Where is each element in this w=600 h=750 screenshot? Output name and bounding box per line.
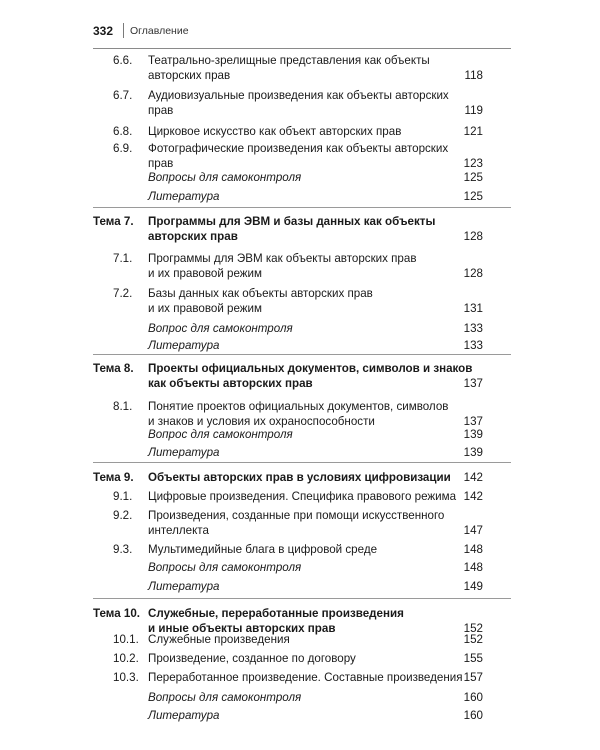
entry-title-text: Вопросы для самоконтроля [148, 561, 302, 574]
entry-title-last-line [148, 338, 483, 353]
entry-number: 8.1. [113, 400, 133, 413]
entry-number: Тема 9. [93, 471, 134, 484]
entry-title-text: Литература [148, 339, 220, 352]
entry-title [148, 338, 483, 353]
page-ref: 147 [463, 524, 483, 537]
entry-title [148, 286, 483, 316]
entry-title-line: Произведения, созданные при помощи искусственного [148, 509, 445, 522]
entry-title [148, 321, 483, 336]
entry-title-text: как объекты авторских прав [148, 377, 313, 390]
entry-title [148, 542, 483, 557]
running-title: Оглавление [130, 25, 189, 37]
entry-title-text: Вопросы для самоконтроля [148, 171, 302, 184]
entry-title-text: авторских прав [148, 230, 238, 243]
entry-title-text: Вопрос для самоконтроля [148, 428, 293, 441]
page-ref: 152 [463, 622, 483, 635]
entry-title-line: Театрально-зрелищные представления как объекты [148, 54, 430, 67]
section-divider [93, 207, 511, 208]
page-ref: 148 [463, 561, 483, 574]
entry-title-last-line [148, 632, 483, 647]
page-ref: 118 [464, 69, 483, 82]
entry-title-last-line [148, 542, 483, 557]
entry-title-last-line [148, 156, 483, 171]
entry-title-line: Программы для ЭВМ и базы данных как объекты [148, 215, 436, 228]
entry-title-text: и их правовой режим [148, 267, 262, 280]
page-ref: 139 [463, 428, 483, 441]
entry-title-text: Служебные произведения [148, 633, 290, 646]
entry-title-text: и их правовой режим [148, 302, 262, 315]
page-ref: 133 [463, 339, 483, 352]
entry-number: Тема 10. [93, 607, 141, 620]
entry-title-text: Вопросы для самоконтроля [148, 691, 302, 704]
page-ref: 142 [463, 490, 483, 503]
entry-title-text: Литература [148, 190, 220, 203]
entry-title-last-line [148, 489, 483, 504]
section-divider [93, 598, 511, 599]
page-ref: 121 [463, 125, 483, 138]
entry-title [148, 708, 483, 723]
entry-number: 6.9. [113, 142, 133, 155]
entry-title-last-line [148, 376, 483, 391]
entry-title [148, 251, 483, 281]
entry-title-text: Мультимедийные блага в цифровой среде [148, 543, 378, 556]
entry-title-last-line [148, 670, 483, 685]
page-ref: 142 [463, 471, 483, 484]
entry-title-line: Фотографические произведения как объекты авторских [148, 142, 449, 155]
section-divider [93, 462, 511, 463]
entry-title-text: Переработанное произведение. Составные произведения [148, 671, 463, 684]
entry-number: 7.2. [113, 287, 133, 300]
entry-title-text: Литература [148, 709, 220, 722]
page-ref: 160 [463, 709, 483, 722]
entry-title-last-line [148, 68, 483, 83]
entry-title-last-line [148, 470, 483, 485]
header-divider [123, 23, 124, 38]
entry-title [148, 189, 483, 204]
entry-number: Тема 7. [93, 215, 134, 228]
entry-title-text: и иные объекты авторских прав [148, 622, 336, 635]
entry-title-last-line [148, 189, 483, 204]
entry-title-text: интеллекта [148, 524, 209, 537]
page-ref: 148 [463, 543, 483, 556]
entry-title [148, 508, 483, 538]
entry-title-last-line [148, 266, 483, 281]
entry-title [148, 399, 483, 429]
page-ref: 155 [463, 652, 483, 665]
page-ref: 139 [463, 446, 483, 459]
entry-title-line: Служебные, переработанные произведения [148, 607, 404, 620]
entry-title-line: Аудиовизуальные произведения как объекты авторских [148, 89, 449, 102]
entry-number: 10.3. [113, 671, 139, 684]
page-ref: 125 [463, 171, 483, 184]
entry-title-last-line [148, 124, 483, 139]
entry-title [148, 88, 483, 118]
entry-title-text: Объекты авторских прав в условиях цифровизации [148, 471, 451, 484]
entry-number: 6.6. [113, 54, 133, 67]
page-ref: 160 [463, 691, 483, 704]
page-ref: 137 [463, 415, 483, 428]
entry-title-last-line [148, 651, 483, 666]
entry-title-text: прав [148, 104, 174, 117]
page-ref: 152 [463, 633, 483, 646]
entry-title [148, 361, 483, 391]
entry-title [148, 579, 483, 594]
section-divider [93, 354, 511, 355]
page-ref: 133 [463, 322, 483, 335]
entry-title-line: Проекты официальных документов, символов и знаков [148, 362, 473, 375]
entry-number: 6.7. [113, 89, 133, 102]
entry-number: 6.8. [113, 125, 133, 138]
page-ref: 123 [463, 157, 483, 170]
entry-title [148, 53, 483, 83]
entry-title-text: Литература [148, 580, 220, 593]
entry-title-line: Программы для ЭВМ как объекты авторских прав [148, 252, 417, 265]
entry-title [148, 445, 483, 460]
entry-number: 10.1. [113, 633, 139, 646]
entry-title-last-line [148, 229, 483, 244]
entry-title-text: Вопрос для самоконтроля [148, 322, 293, 335]
entry-title [148, 651, 483, 666]
entry-title-text: прав [148, 157, 174, 170]
entry-title-line: Базы данных как объекты авторских прав [148, 287, 373, 300]
entry-number: 10.2. [113, 652, 139, 665]
entry-number: 9.3. [113, 543, 133, 556]
page-ref: 128 [463, 267, 483, 280]
entry-title-line: Понятие проектов официальных документов, символов [148, 400, 449, 413]
entry-title-last-line [148, 427, 483, 442]
entry-title [148, 670, 483, 685]
entry-title-last-line [148, 321, 483, 336]
entry-title-last-line [148, 690, 483, 705]
page-ref: 125 [463, 190, 483, 203]
entry-title-last-line [148, 560, 483, 575]
entry-title-last-line [148, 103, 483, 118]
page-ref: 119 [464, 104, 483, 117]
entry-number: Тема 8. [93, 362, 134, 375]
entry-title [148, 427, 483, 442]
entry-title-text: Литература [148, 446, 220, 459]
entry-title [148, 214, 483, 244]
entry-title-last-line [148, 301, 483, 316]
entry-title-text: Цифровые произведения. Специфика правового режима [148, 490, 457, 503]
entry-number: 7.1. [113, 252, 133, 265]
page-ref: 137 [463, 377, 483, 390]
entry-title-text: Цирковое искусство как объект авторских прав [148, 125, 402, 138]
entry-title [148, 489, 483, 504]
entry-title [148, 124, 483, 139]
entry-title-text: и знаков и условия их охраноспособности [148, 415, 375, 428]
entry-title-text: Произведение, созданное по договору [148, 652, 356, 665]
entry-title [148, 141, 483, 171]
entry-number: 9.1. [113, 490, 133, 503]
entry-title [148, 690, 483, 705]
page-number: 332 [93, 24, 114, 38]
entry-title-last-line [148, 523, 483, 538]
entry-title [148, 170, 483, 185]
entry-title-last-line [148, 170, 483, 185]
page-ref: 131 [463, 302, 483, 315]
entry-title-text: авторских прав [148, 69, 231, 82]
entry-title [148, 560, 483, 575]
page-ref: 128 [463, 230, 483, 243]
entry-title [148, 470, 483, 485]
entry-title [148, 632, 483, 647]
entry-title-last-line [148, 708, 483, 723]
entry-title-last-line [148, 445, 483, 460]
page-ref: 149 [463, 580, 483, 593]
entry-title-last-line [148, 579, 483, 594]
entry-number: 9.2. [113, 509, 133, 522]
page-header [93, 22, 511, 49]
page-ref: 157 [463, 671, 483, 684]
